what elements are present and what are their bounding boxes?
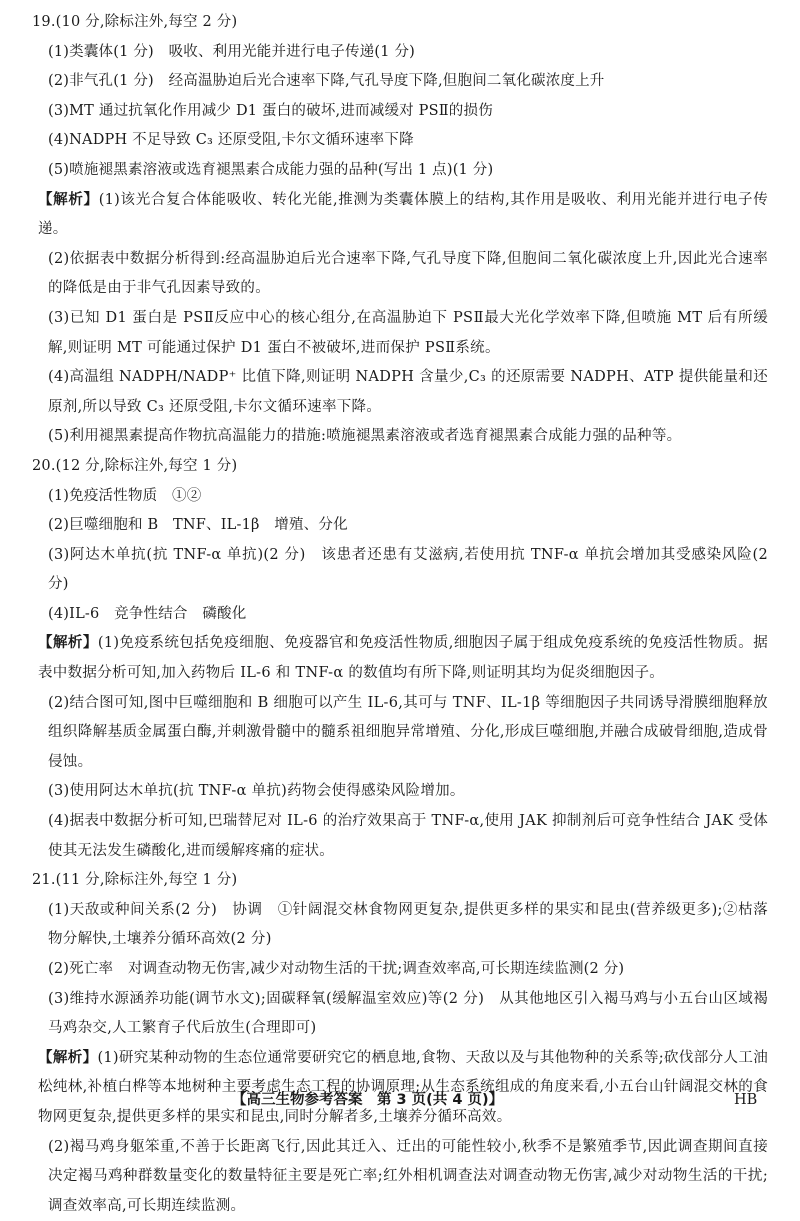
question-header: 21.(11 分,除标注外,每空 1 分) [32, 872, 238, 889]
explanation-paragraph: (3)已知 D1 蛋白是 PSⅡ反应中心的核心组分,在高温胁迫下 PSⅡ最大光化学效率下降,但喷施 MT 后有所缓解,则证明 MT 可能通过保护 D1 蛋白不被破坏,进而保护 PSⅡ系统。 [48, 309, 768, 356]
explanation-paragraph [32, 629, 768, 688]
question-21 [32, 866, 768, 1221]
explanation-tag: 【解析】 [38, 191, 99, 208]
answer-line: (3)阿达木单抗(抗 TNF-α 单抗)(2 分) 该患者还患有艾滋病,若使用抗 TNF-α 单抗会增加其受感染风险(2 分) [48, 546, 768, 593]
explanation-paragraph [32, 186, 768, 245]
answer-line: (2)死亡率 对调查动物无伤害,减少对动物生活的干扰;调查效率高,可长期连续监测(2 分) [48, 961, 625, 977]
question-header: 19.(10 分,除标注外,每空 2 分) [32, 14, 238, 30]
explanation-paragraph: (2)褐马鸡身躯笨重,不善于长距离飞行,因此其迁入、迁出的可能性较小,秋季不是繁殖季节,因此调查期间直接决定褐马鸡种群数量变化的数量特征主要是死亡率;红外相机调查法对调查动物无伤害,减少对动物生活的干扰;调查效率高,可长期连续监测。 [48, 1138, 768, 1214]
answer-line: (4)IL-6 竞争性结合 磷酸化 [48, 605, 247, 622]
answer-line: (4)NADPH 不足导致 C₃ 还原受阻,卡尔文循环速率下降 [48, 132, 414, 149]
answer-line: (2)巨噬细胞和 B TNF、IL-1β 增殖、分化 [48, 517, 348, 534]
explanation-paragraph: (3)使用阿达木单抗(抗 TNF-α 单抗)药物会使得感染风险增加。 [48, 783, 465, 800]
answer-line: (1)免疫活性物质 ①② [48, 487, 202, 504]
question-header: 20.(12 分,除标注外,每空 1 分) [32, 457, 238, 474]
footer-code: HB [734, 1092, 758, 1108]
answer-line: (1)类囊体(1 分) 吸收、利用光能并进行电子传递(1 分) [48, 43, 416, 60]
explanation-text: (1)免疫系统包括免疫细胞、免疫器官和免疫活性物质,细胞因子属于组成免疫系统的免疫活性物质。据表中数据分析可知,加入药物后 IL-6 和 TNF-α 的数值均有所下降,则证明其均为促炎细胞因子。 [38, 635, 768, 682]
explanation-tag: 【解析】 [38, 1049, 98, 1066]
answer-line: (5)喷施褪黑素溶液或选育褪黑素合成能力强的品种(写出 1 点)(1 分) [48, 161, 494, 178]
explanation-paragraph: (4)据表中数据分析可知,巴瑞替尼对 IL-6 的治疗效果高于 TNF-α,使用 JAK 抑制剂后可竞争性结合 JAK 受体使其无法发生磷酸化,进而缓解疼痛的症状。 [48, 813, 768, 859]
explanation-paragraph: (5)利用褪黑素提高作物抗高温能力的措施:喷施褪黑素溶液或者选育褪黑素合成能力强的品种等。 [48, 428, 682, 445]
answer-line: (2)非气孔(1 分) 经高温胁迫后光合速率下降,气孔导度下降,但胞间二氧化碳浓度上升 [48, 73, 605, 90]
explanation-paragraph: (4)高温组 NADPH/NADP⁺ 比值下降,则证明 NADPH 含量少,C₃ 的还原需要 NADPH、ATP 提供能量和还原剂,所以导致 C₃ 还原受阻,卡尔文循环速率下降。 [48, 369, 768, 415]
explanation-text: (1)研究某种动物的生态位通常要研究它的栖息地,食物、天敌以及与其他物种的关系等;砍伐部分人工油松纯林,补植白桦等本地树种主要考虑生态工程的协调原理;从生态系统组成的角度来看,小五台山针阔混交林的食物网更复杂,提供更多样的果实和昆虫,同时分解者多,土壤养分循环高效。 [38, 1049, 768, 1125]
question-19 [32, 8, 768, 452]
footer-title: 【高三生物参考答案 第 3 页(共 4 页)】 [232, 1092, 504, 1108]
explanation-paragraph: (2)依据表中数据分析得到:经高温胁迫后光合速率下降,气孔导度下降,但胞间二氧化碳浓度上升,因此光合速率的降低是由于非气孔因素导致的。 [48, 250, 768, 297]
answer-line: (1)天敌或种间关系(2 分) 协调 ①针阔混交林食物网更复杂,提供更多样的果实和昆虫(营养级更多);②枯落物分解快,土壤养分循环高效(2 分) [48, 901, 768, 948]
question-20 [32, 452, 768, 866]
explanation-text: (1)该光合复合体能吸收、转化光能,推测为类囊体膜上的结构,其作用是吸收、利用光能并进行电子传递。 [38, 191, 768, 238]
explanation-tag: 【解析】 [38, 635, 98, 652]
explanation-paragraph: (2)结合图可知,图中巨噬细胞和 B 细胞可以产生 IL-6,其可与 TNF、IL-1β 等细胞因子共同诱导滑膜细胞释放组织降解基质金属蛋白酶,并刺激骨髓中的髓系祖细胞异常增殖、分化,形成巨噬细胞,并融合成破骨细胞,造成骨侵蚀。 [48, 694, 768, 770]
answer-line: (3)维持水源涵养功能(调节水文);固碳释氧(缓解温室效应)等(2 分) 从其他地区引入褐马鸡与小五台山区域褐马鸡杂交,人工繁育子代后放生(合理即可) [48, 990, 768, 1037]
answer-line: (3)MT 通过抗氧化作用减少 D1 蛋白的破坏,进而减缓对 PSⅡ的损伤 [48, 102, 493, 119]
